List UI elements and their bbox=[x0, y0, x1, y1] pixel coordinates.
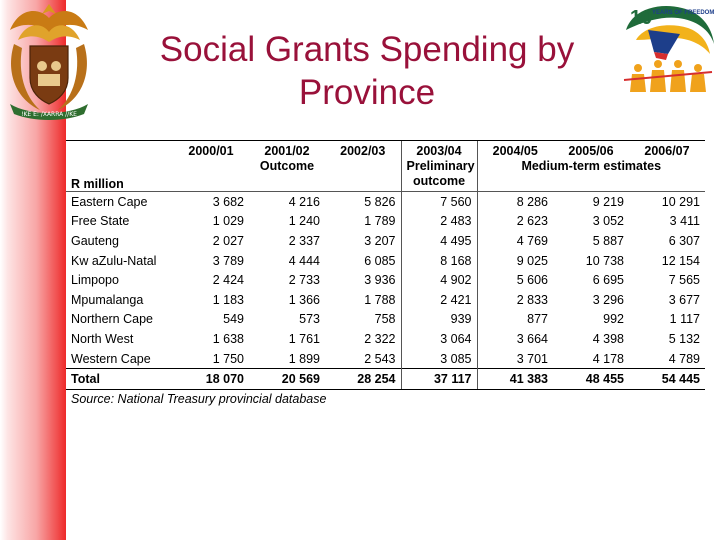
province-row bbox=[66, 231, 705, 251]
value-cell: 5 887 bbox=[592, 233, 624, 248]
province-label: Gauteng bbox=[71, 233, 119, 248]
total-cell: 54 445 bbox=[629, 369, 705, 390]
year-header: 2005/06 bbox=[553, 141, 629, 159]
province-row bbox=[66, 310, 705, 330]
value-cell: 9 025 bbox=[477, 251, 553, 271]
value-cell: 2 483 bbox=[401, 212, 477, 232]
header-blank bbox=[66, 141, 173, 159]
value-cell: 2 421 bbox=[401, 290, 477, 310]
value-cell: 3 701 bbox=[477, 349, 553, 369]
value-cell: 4 398 bbox=[592, 331, 624, 346]
value-cell: 5 826 bbox=[364, 194, 396, 209]
value-cell: 939 bbox=[401, 310, 477, 330]
value-cell: 877 bbox=[477, 310, 553, 330]
value-cell: 12 154 bbox=[661, 253, 700, 268]
value-cell: 549 bbox=[223, 312, 244, 327]
total-cell: 28 254 bbox=[325, 369, 401, 390]
outcome-group-header: Outcome bbox=[259, 159, 315, 173]
value-cell: 5 132 bbox=[668, 331, 700, 346]
value-cell: 1 789 bbox=[364, 214, 396, 229]
year-header: 2004/05 bbox=[477, 141, 553, 159]
value-cell: 6 695 bbox=[592, 273, 624, 288]
svg-text:YEARS OF FREEDOM: YEARS OF FREEDOM bbox=[652, 10, 715, 16]
value-cell: 1 761 bbox=[288, 331, 320, 346]
value-cell: 1 366 bbox=[288, 292, 320, 307]
total-cell: 37 117 bbox=[401, 369, 477, 390]
value-cell: 4 902 bbox=[401, 270, 477, 290]
province-label: North West bbox=[71, 331, 134, 346]
value-cell: 7 560 bbox=[401, 192, 477, 212]
value-cell: 3 064 bbox=[401, 329, 477, 349]
value-cell: 2 322 bbox=[364, 331, 396, 346]
svg-text:10: 10 bbox=[630, 7, 653, 29]
value-cell: 1 117 bbox=[669, 312, 700, 327]
value-cell: 3 664 bbox=[477, 329, 553, 349]
year-header: 2003/04 bbox=[401, 141, 477, 159]
province-row bbox=[66, 329, 705, 349]
year-header: 2001/02 bbox=[249, 141, 325, 159]
province-row bbox=[66, 212, 705, 232]
value-cell: 3 296 bbox=[592, 292, 624, 307]
value-cell: 9 219 bbox=[592, 194, 624, 209]
year-header: 2006/07 bbox=[629, 141, 705, 159]
source-note: Source: National Treasury provincial database bbox=[71, 392, 327, 406]
value-cell: 3 789 bbox=[212, 253, 244, 268]
value-cell: 2 027 bbox=[212, 233, 244, 248]
value-cell: 4 495 bbox=[401, 231, 477, 251]
value-cell: 2 833 bbox=[477, 290, 553, 310]
value-cell: 2 733 bbox=[288, 273, 320, 288]
preliminary-group-header: Preliminary bbox=[401, 158, 477, 174]
year-header: 2000/01 bbox=[173, 141, 249, 159]
value-cell: 1 899 bbox=[288, 351, 320, 366]
province-label: Western Cape bbox=[71, 351, 151, 366]
province-row bbox=[66, 290, 705, 310]
total-row bbox=[66, 369, 705, 390]
province-label: Kw aZulu-Natal bbox=[71, 253, 157, 268]
value-cell: 3 682 bbox=[212, 194, 244, 209]
page-title: Social Grants Spending by Province bbox=[159, 30, 575, 112]
province-row bbox=[66, 192, 705, 212]
value-cell: 1 183 bbox=[212, 292, 244, 307]
province-row bbox=[66, 349, 705, 369]
value-cell: 573 bbox=[299, 312, 320, 327]
province-label: Mpumalanga bbox=[71, 292, 144, 307]
province-row bbox=[66, 270, 705, 290]
svg-text:!KE E: /XARRA //KE: !KE E: /XARRA //KE bbox=[21, 111, 77, 118]
value-cell: 3 085 bbox=[401, 349, 477, 369]
value-cell: 2 424 bbox=[212, 273, 244, 288]
value-cell: 3 052 bbox=[592, 214, 624, 229]
value-cell: 1 240 bbox=[288, 214, 320, 229]
province-label: Northern Cape bbox=[71, 312, 153, 327]
total-cell: 18 070 bbox=[173, 369, 249, 390]
value-cell: 4 789 bbox=[668, 351, 700, 366]
province-row bbox=[66, 251, 705, 271]
value-cell: 6 307 bbox=[668, 233, 700, 248]
total-cell: 41 383 bbox=[477, 369, 553, 390]
value-cell: 1 788 bbox=[364, 292, 396, 307]
preliminary-group-header-2: outcome bbox=[401, 174, 477, 192]
value-cell: 10 738 bbox=[585, 253, 624, 268]
value-cell: 1 750 bbox=[212, 351, 244, 366]
value-cell: 2 623 bbox=[477, 212, 553, 232]
grants-table-container bbox=[66, 140, 703, 390]
total-cell: 20 569 bbox=[249, 369, 325, 390]
year-header: 2002/03 bbox=[325, 141, 401, 159]
unit-label: R million bbox=[66, 174, 173, 192]
value-cell: 4 769 bbox=[477, 231, 553, 251]
value-cell: 3 411 bbox=[669, 214, 700, 229]
value-cell: 8 286 bbox=[477, 192, 553, 212]
total-label: Total bbox=[66, 369, 173, 390]
value-cell: 1 029 bbox=[212, 214, 244, 229]
value-cell: 7 565 bbox=[668, 273, 700, 288]
value-cell: 2 337 bbox=[288, 233, 320, 248]
value-cell: 4 178 bbox=[592, 351, 624, 366]
coat-of-arms-logo bbox=[0, 0, 98, 122]
mtef-group-header: Medium-term estimates bbox=[477, 158, 705, 174]
value-cell: 2 543 bbox=[364, 351, 396, 366]
value-cell: 758 bbox=[374, 312, 396, 327]
value-cell: 3 207 bbox=[364, 233, 396, 248]
value-cell: 1 638 bbox=[212, 331, 244, 346]
value-cell: 3 936 bbox=[364, 273, 396, 288]
province-label: Limpopo bbox=[71, 273, 119, 288]
province-label: Free State bbox=[71, 214, 130, 229]
value-cell: 992 bbox=[603, 312, 624, 327]
value-cell: 4 216 bbox=[288, 194, 320, 209]
province-label: Eastern Cape bbox=[71, 194, 148, 209]
value-cell: 8 168 bbox=[401, 251, 477, 271]
value-cell: 5 606 bbox=[477, 270, 553, 290]
grants-table bbox=[66, 140, 705, 390]
value-cell: 10 291 bbox=[661, 194, 700, 209]
value-cell: 4 444 bbox=[288, 253, 320, 268]
value-cell: 6 085 bbox=[364, 253, 396, 268]
value-cell: 3 677 bbox=[668, 292, 700, 307]
total-cell: 48 455 bbox=[553, 369, 629, 390]
